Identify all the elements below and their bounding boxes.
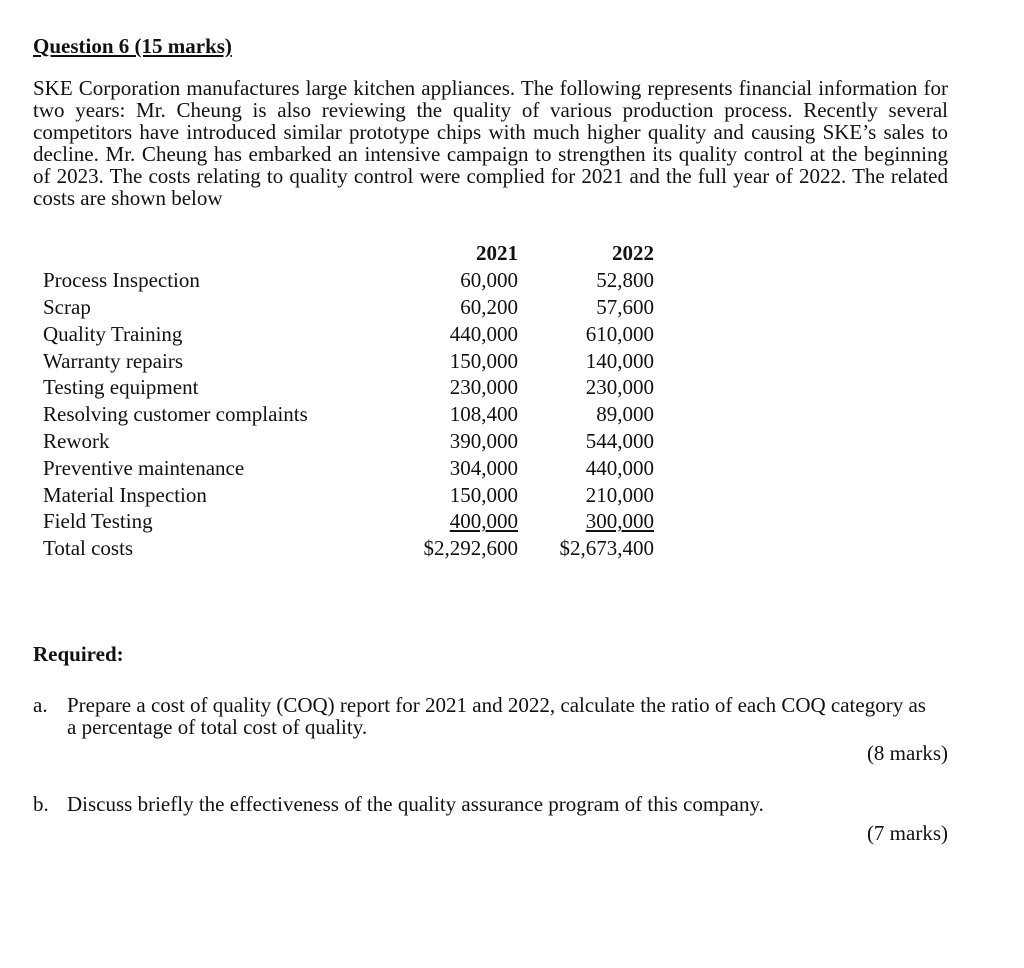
item-b-text: Discuss briefly the effectiveness of the quality assurance program of this company.	[67, 792, 764, 816]
row-2021-process-inspection: 60,000	[460, 268, 518, 292]
header-2021: 2021	[476, 241, 518, 265]
row-2021-scrap: 60,200	[460, 295, 518, 319]
item-a-letter: a.	[33, 693, 48, 717]
row-2021-testing-equipment: 230,000	[449, 375, 518, 399]
row-label-preventive-maintenance: Preventive maintenance	[43, 456, 245, 480]
row-label-scrap: Scrap	[43, 295, 91, 319]
header-2022: 2022	[612, 241, 654, 265]
row-label-testing-equipment: Testing equipment	[43, 375, 199, 399]
row-label-rework: Rework	[43, 429, 110, 453]
item-b-letter: b.	[33, 792, 49, 816]
row-label-material-inspection: Material Inspection	[43, 483, 207, 507]
row-label-process-inspection: Process Inspection	[43, 268, 200, 292]
row-label-resolving-customer-complaints: Resolving customer complaints	[43, 402, 308, 426]
row-2022-resolving-customer-complaints: 89,000	[596, 402, 654, 426]
row-2022-rework: 544,000	[585, 429, 654, 453]
row-2022-warranty-repairs: 140,000	[585, 349, 654, 373]
row-2022-testing-equipment: 230,000	[585, 375, 654, 399]
row-2021-resolving-customer-complaints: 108,400	[449, 402, 518, 426]
question-heading: Question 6 (15 marks)	[33, 34, 232, 58]
row-2022-field-testing: 300,000	[585, 509, 654, 533]
item-b-marks: (7 marks)	[866, 821, 948, 845]
row-2021-material-inspection: 150,000	[449, 483, 518, 507]
row-2022-process-inspection: 52,800	[596, 268, 654, 292]
row-label-warranty-repairs: Warranty repairs	[43, 349, 183, 373]
total-costs-2022: $2,673,400	[559, 536, 654, 560]
row-2022-quality-training: 610,000	[585, 322, 654, 346]
row-2021-preventive-maintenance: 304,000	[449, 456, 518, 480]
row-2021-quality-training: 440,000	[449, 322, 518, 346]
total-costs-2021: $2,292,600	[423, 536, 518, 560]
row-2022-material-inspection: 210,000	[585, 483, 654, 507]
item-a-marks: (8 marks)	[866, 741, 948, 765]
row-2021-warranty-repairs: 150,000	[449, 349, 518, 373]
row-2022-scrap: 57,600	[596, 295, 654, 319]
required-heading: Required:	[33, 642, 124, 666]
row-2021-field-testing: 400,000	[449, 509, 518, 533]
question-intro: SKE Corporation manufactures large kitchen appliances. The following represents financial information for two years: Mr. Cheung is also reviewing the quality of various production process. Recently several competitors have introduced similar prototype chips with much higher quality and causing SKE’s sales to decline. Mr. Cheung has embarked an intensive campaign to strengthen its quality control at the beginning of 2023. The costs relating to quality control were complied for 2021 and the full year of 2022. The related costs are shown below	[33, 76, 948, 210]
total-costs-label: Total costs	[43, 536, 134, 560]
row-label-quality-training: Quality Training	[43, 322, 183, 346]
row-2021-rework: 390,000	[449, 429, 518, 453]
row-2022-preventive-maintenance: 440,000	[585, 456, 654, 480]
row-label-field-testing: Field Testing	[43, 509, 153, 533]
item-a-text: Prepare a cost of quality (COQ) report for 2021 and 2022, calculate the ratio of each COQ category as a percentage of total cost of quality.	[67, 693, 926, 739]
